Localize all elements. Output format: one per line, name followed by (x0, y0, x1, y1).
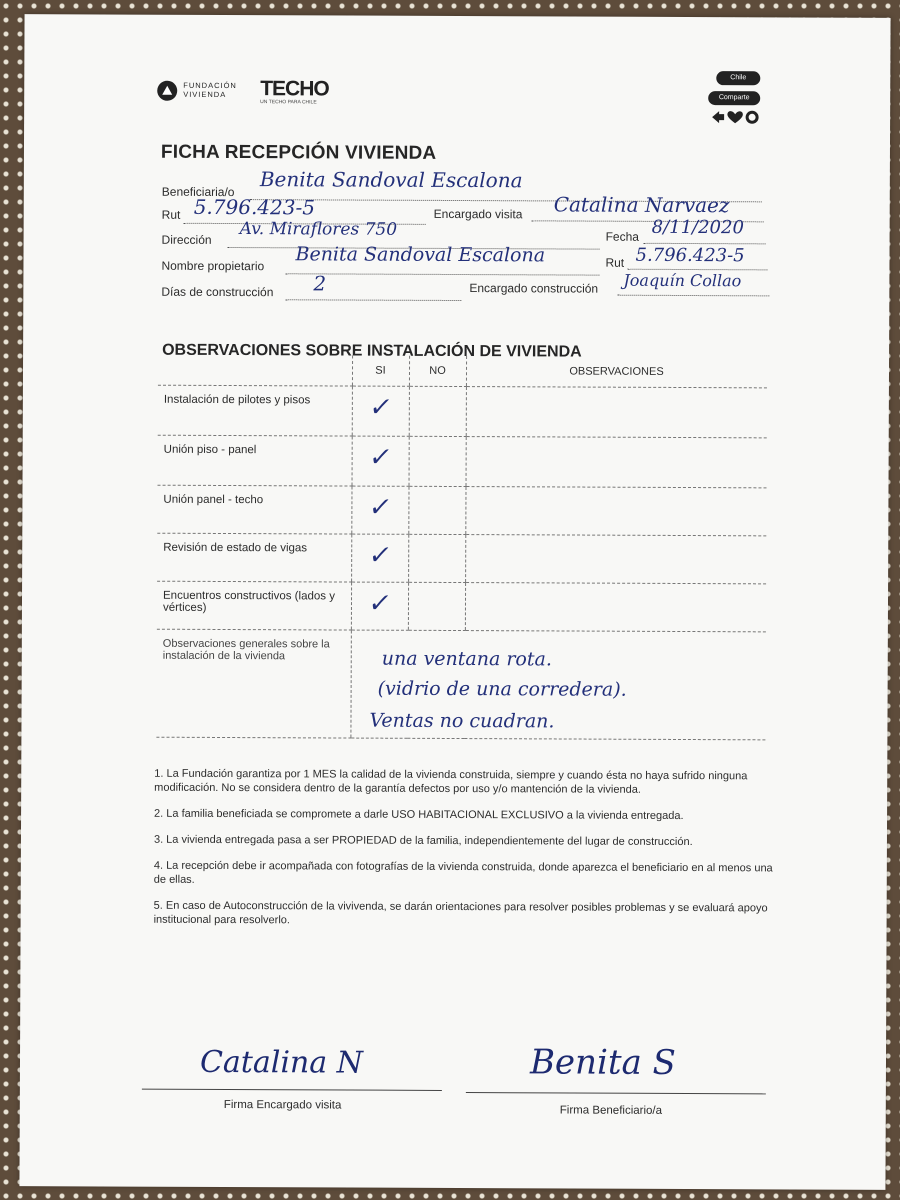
no-cell (408, 486, 465, 534)
signature-line-right (466, 1092, 766, 1094)
table-header-row (158, 355, 767, 388)
encargado-visita-label: Encargado visita (433, 206, 523, 222)
general-observations-label: Observaciones generales sobre la instalación de la vivienda (156, 629, 350, 738)
techo-logo (260, 77, 329, 105)
term-item: 3. La vivienda entregada pasa a ser PROPIEDAD de la familia, independientemente del lugar de construcción. (153, 833, 693, 849)
logo-text-line1: FUNDACIÓN (183, 80, 237, 91)
propietario-label: Nombre propietario (161, 258, 265, 274)
comparte-pill: Comparte (708, 91, 760, 105)
term-item: 1. La Fundación garantiza por 1 MES la calidad de la vivienda construida, siempre y cuando ésta no haya sufrido ninguna modificación. No se considera dentro de la garantía defectos por uso y/o mantención de la vivienda. (154, 767, 748, 796)
logo-mark-icon (157, 81, 177, 101)
rut-value: 5.796.423-5 (193, 194, 316, 220)
signature-label-right: Firma Beneficiario/a (559, 1104, 663, 1117)
logo-text-line2: VIVIENDA (183, 89, 227, 99)
term-item: 5. En caso de Autoconstrucción de la vivivenda, se darán orientaciones para resolver posibles problemas y se evaluará apoyo institucional para resolverlo. (153, 899, 768, 927)
no-cell (409, 436, 466, 486)
general-observation-line-2: (vidrio de una corredera). (377, 677, 627, 701)
rut2-label: Rut (605, 255, 625, 270)
fecha-label: Fecha (605, 229, 639, 244)
row-label: Encuentros constructivos (lados y vértices) (157, 581, 351, 630)
no-cell (409, 386, 466, 436)
checkmark-icon: ✓ (365, 588, 394, 619)
observation-cell (465, 583, 766, 632)
page-title: FICHA RECEPCIÓN VIVIENDA (160, 141, 437, 164)
rut-label: Rut (161, 207, 181, 222)
signature-label-left: Firma Encargado visita (223, 1098, 342, 1112)
observation-cell (465, 487, 766, 536)
encargado-construccion-line (617, 295, 769, 297)
dias-value: 2 (313, 271, 327, 296)
arrow-heart-circle-icon (710, 109, 760, 125)
terms-list (154, 767, 775, 942)
rut2-value: 5.796.423-5 (635, 244, 745, 267)
no-cell (408, 582, 465, 630)
checkmark-icon: ✓ (366, 442, 394, 473)
header-empty (158, 355, 352, 386)
header-no: NO (409, 356, 466, 387)
table-row (157, 581, 766, 632)
row-label: Revisión de estado de vigas (157, 533, 351, 582)
techo-logo-text: TECHO (260, 77, 329, 101)
beneficiary-signature: Benita S (529, 1042, 676, 1083)
observation-cell (466, 387, 767, 438)
row-label: Instalación de pilotes y pisos (158, 385, 352, 436)
general-observation-line-3: Ventas no cuadran. (369, 709, 555, 733)
general-observation-line-1: una ventana rota. (381, 647, 552, 671)
dias-label: Días de construcción (161, 284, 274, 300)
no-cell (408, 534, 465, 582)
table-row (158, 435, 767, 488)
propietario-value: Benita Sandoval Escalona (295, 243, 546, 267)
fundacion-vivienda-logo (157, 79, 245, 105)
document-sheet (19, 14, 890, 1190)
encargado-construccion-value: Joaquín Collao (623, 270, 742, 291)
term-item: 4. La recepción debe ir acompañada con fotografías de la vivienda construida, donde aparezca el beneficiario en al menos una de ellas. (153, 859, 773, 886)
header-observaciones: OBSERVACIONES (466, 356, 767, 388)
encargado-construccion-label: Encargado construcción (469, 281, 599, 296)
direccion-label: Dirección (161, 232, 212, 247)
chile-comparte-logo (702, 69, 766, 127)
checkmark-icon: ✓ (366, 492, 394, 523)
checkmark-icon: ✓ (366, 392, 394, 423)
row-label: Unión piso - panel (158, 435, 352, 486)
chile-pill: Chile (716, 71, 760, 85)
encargado-visita-value: Catalina Narvaez (553, 192, 730, 218)
observation-cell (465, 535, 766, 584)
techo-tagline: UN TECHO PARA CHILE (260, 99, 317, 106)
section-title: OBSERVACIONES SOBRE INSTALACIÓN DE VIVIENDA (162, 341, 582, 361)
header-si: SI (352, 356, 409, 387)
table-row (157, 485, 766, 536)
observation-cell (466, 437, 767, 488)
beneficiario-label: Beneficiaria/o (161, 184, 235, 200)
propietario-line (285, 273, 599, 275)
term-item: 2. La familia beneficiada se compromete a darle USO HABITACIONAL EXCLUSIVO a la vivienda entregada. (154, 807, 684, 822)
checkmark-icon: ✓ (366, 540, 394, 571)
signature-line-left (142, 1089, 442, 1091)
visit-signature: Catalina N (199, 1044, 364, 1081)
table-row (158, 385, 767, 438)
table-row (157, 533, 766, 584)
fecha-value: 8/11/2020 (651, 216, 744, 239)
direccion-value: Av. Miraflores 750 (239, 219, 398, 240)
row-label: Unión panel - techo (157, 485, 351, 534)
beneficiario-value: Benita Sandoval Escalona (259, 167, 523, 193)
dias-line (285, 299, 461, 301)
